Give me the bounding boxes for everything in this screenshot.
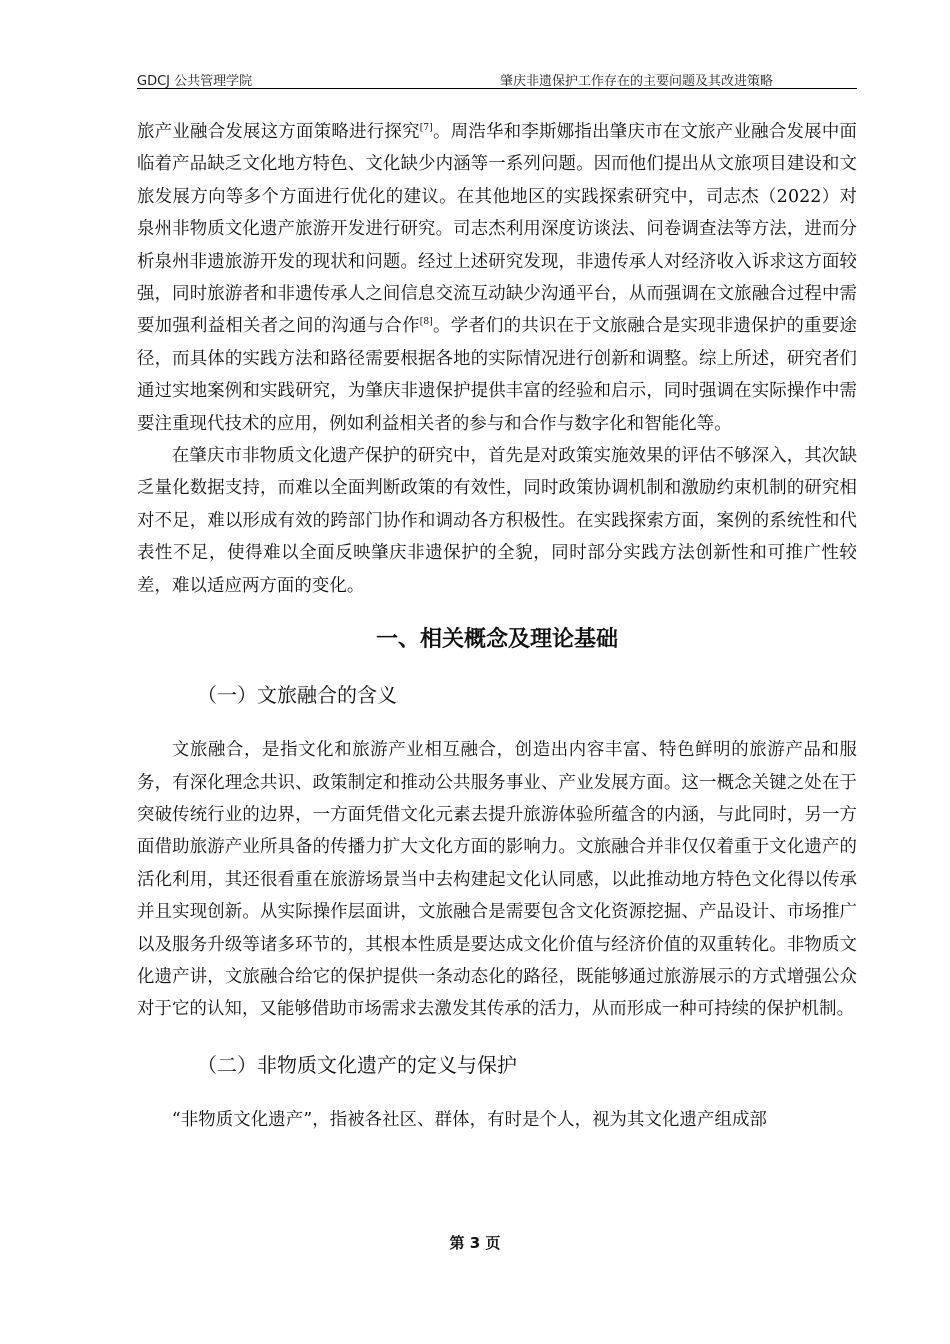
header-title: 肇庆非遗保护工作存在的主要问题及其改进策略 <box>499 74 773 89</box>
section-heading-2: （二）非物质文化遗产的定义与保护 <box>197 1052 517 1077</box>
header-rule <box>137 88 857 89</box>
paragraph-ich-definition: “非物质文化遗产”，指被各社区、群体，有时是个人，视为其文化遗产组成部 <box>171 1109 767 1130</box>
chapter-heading: 一、相关概念及理论基础 <box>375 627 618 653</box>
page-number: 第 3 页 <box>449 1234 501 1252</box>
citation-ref: [8] <box>419 317 433 328</box>
paragraph-literature-review <box>137 116 857 440</box>
page-header <box>137 68 813 88</box>
paragraph-text: 。学者们的共识在于文旅融合是实现非遗保护的重要途径，而具体的实践方法和路径需要根据各地的实际情况进行创新和调整。综上所述，研究者们通过实地案例和实践研究，为肇庆非遗保护提供丰富的经验和启示，同时强调在实际操作中需要注重现代技术的应用，例如利益相关者的参与和合作与数字化和智能化等。 <box>137 316 857 434</box>
paragraph-text: 旅产业融合发展这方面策略进行探究 <box>137 122 420 142</box>
page-body <box>137 116 857 1136</box>
paragraph-text: 。周浩华和李斯娜指出肇庆市在文旅产业融合发展中面临着产品缺乏文化地方特色、文化缺少内涵等一系列问题。因而他们提出从文旅项目建设和文旅发展方向等多个方面进行优化的建议。在其他地区的实践探索研究中，司志杰（2022）对泉州非物质文化遗产旅游开发进行研究。司志杰利用深度访谈法、问卷调查法等方法，进而分析泉州非遗旅游开发的现状和问题。经过上述研究发现，非遗传承人对经济收入诉求这方面较强，同时旅游者和非遗传承人之间信息交流互动缺少沟通平台，从而强调在文旅融合过程中需要加强利益相关者之间的沟通与合作 <box>137 122 857 337</box>
header-school: GDCJ 公共管理学院 <box>137 74 253 89</box>
citation-ref: [7] <box>419 123 433 133</box>
paragraph-research-gaps: 在肇庆市非物质文化遗产保护的研究中，首先是对政策实施效果的评估不够深入，其次缺乏量化数据支持，而难以全面判断政策的有效性，同时政策协调机制和激励约束机制的研究相对不足，难以形成有效的跨部门协作和调动各方积极性。在实践探索方面，案例的系统性和代表性不足，使得难以全面反映肇庆非遗保护的全貌，同时部分实践方法创新性和可推广性较差，难以适应两方面的变化。 <box>137 446 857 596</box>
paragraph-culture-tourism: 文旅融合，是指文化和旅游产业相互融合，创造出内容丰富、特色鲜明的旅游产品和服务，有深化理念共识、政策制定和推动公共服务事业、产业发展方面。这一概念关键之处在于突破传统行业的边界，一方面凭借文化元素去提升旅游体验所蕴含的内涵，与此同时，另一方面借助旅游产业所具备的传播力扩大文化方面的影响力。文旅融合并非仅仅着重于文化遗产的活化利用，其还很看重在旅游场景当中去构建起文化认同感，以此推动地方特色文化得以传承并且实现创新。从实际操作层面讲，文旅融合是需要包含文化资源挖掘、产品设计、市场推广以及服务升级等诸多环节的，其根本性质是要达成文化价值与经济价值的双重转化。非物质文化遗产讲，文旅融合给它的保护提供一条动态化的路径，既能够通过旅游展示的方式增强公众对于它的认知，又能够借助市场需求去激发其传承的活力，从而形成一种可持续的保护机制。 <box>137 740 857 1020</box>
section-heading-1: （一）文旅融合的含义 <box>197 683 397 708</box>
